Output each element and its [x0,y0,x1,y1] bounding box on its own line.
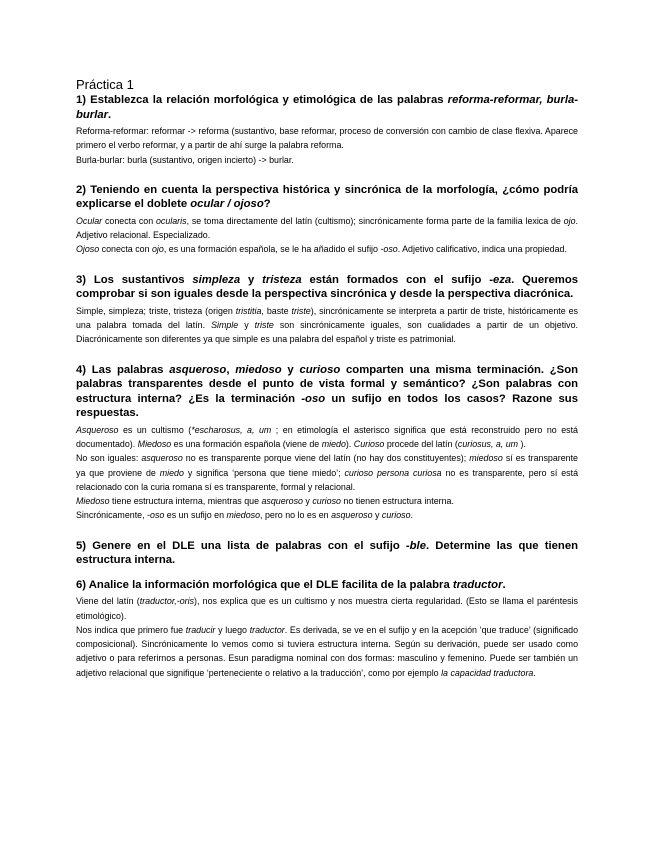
answer-paragraph [76,214,578,243]
italic-text: miedo [321,438,346,449]
text-run: 3) Los sustantivos [76,273,193,286]
italic-text: Simple [211,320,239,331]
text-run: . Adjetivo relacional. Especializado. [76,215,578,241]
italic-text: la capacidad traductora [441,667,534,678]
question-heading [76,539,578,568]
italic-text: curioso [381,510,411,521]
text-run: conecta con [99,244,152,255]
italic-text: *escharosus, a, um [191,424,272,435]
document-content [76,76,578,680]
italic-text: -oso [380,244,398,255]
italic-text: traductor [452,578,503,591]
text-run: , baste [261,305,292,316]
italic-text: -oso [147,510,165,521]
italic-text: traducir [185,624,216,635]
italic-text: traductor [249,624,285,635]
italic-text: ojo [151,244,164,255]
italic-text: -eza [489,273,512,286]
section-spacer [76,523,578,539]
italic-text: asqueroso [331,510,373,521]
text-run: conecta con [102,215,156,226]
text-run: . [108,108,112,121]
italic-text: miedoso [235,363,282,376]
italic-text: asqueroso [169,363,227,376]
text-run: Sincrónicamente, [76,510,148,521]
text-run: ), nos explica que es un cultismo y nos muestra cierta regularidad. (Esto se llama el paréntesis etimológico). [76,596,578,621]
text-run: . [533,667,536,678]
italic-text: Asqueroso [76,424,119,435]
text-run: tiene estructura interna, mientras que [109,496,262,507]
question-section-4 [76,363,578,523]
italic-text: tristeza [262,273,302,286]
text-run: procede del latín ( [384,438,458,449]
italic-text: -oso [301,392,326,405]
italic-text: curioso persona curiosa [344,467,442,478]
italic-text: reforma-reformar, burla-burlar [76,94,578,121]
text-run: ). [518,438,526,449]
italic-text: Miedoso [76,496,110,507]
answer-paragraph [76,124,578,153]
text-run: Reforma-reformar: reformar -> reforma (sustantivo, base reformar, proceso de conversión con cambio de clase flexiva. Aparece primero el verbo reformar, y a partir de ahí surge la palabra reforma. [76,126,578,151]
text-run: , se toma directamente del latín (cultismo); sincrónicamente forma parte de la familia lexica de [186,215,564,226]
question-section-3 [76,273,578,347]
text-run: y [372,510,382,521]
text-run: y [238,320,255,331]
text-run: 2) Teniendo en cuenta la perspectiva histórica y sincrónica de la morfología, ¿cómo podría explicarse el doblete [76,183,578,211]
text-run: . Adjetivo calificativo, indica una propiedad. [397,244,567,255]
text-run: no es transparente porque viene del latín (no hay dos constituyentes); [182,453,470,464]
question-heading [76,363,578,421]
text-run: , pero no lo es en [260,510,332,521]
text-run: ). [345,438,354,449]
question-section-5 [76,539,578,568]
document-title: Práctica 1 [76,77,134,92]
question-heading [76,93,578,122]
italic-text: traductor,-oris [139,596,195,607]
text-run: es un sufijo en [164,510,227,521]
answer-paragraph [76,423,578,452]
text-run: sí es transparente ya que proviene de [76,453,578,478]
text-run: . [410,510,414,521]
question-heading [76,183,578,212]
italic-text: -ble [405,539,426,552]
text-run: comparten una misma terminación. ¿Son palabras transparentes desde el punto de vista formal y semántico? ¿Son palabras con estructura interna? ¿Es la terminación [76,363,578,405]
text-run: No son iguales: [76,453,142,464]
italic-text: tristitia [235,305,262,316]
italic-text: ocular / ojoso [190,198,264,211]
italic-text: miedo [159,467,184,478]
italic-text: asqueroso [261,496,303,507]
answer-paragraph [76,242,578,256]
text-run: . Queremos comprobar si son iguales desde la perspectiva sincrónica y desde la perspectiva diacrónica. [76,273,579,301]
italic-text: Miedoso [137,438,172,449]
section-spacer [76,570,578,578]
text-run: un sufijo en todos los casos? Razone sus respuestas. [76,392,578,420]
text-run: ? [263,198,271,211]
italic-text: asqueroso [141,453,183,464]
italic-text: curiosus, a, um [457,438,519,449]
italic-text: curioso [299,363,341,376]
text-run: 4) Las palabras [76,363,170,376]
text-run: Burla-burlar: burla (sustantivo, origen incierto) -> burlar. [76,154,294,165]
text-run: Simple, simpleza; triste, tristeza (origen [76,305,236,316]
text-run: 5) Genere en el DLE una lista de palabras con el sufijo [76,539,406,552]
text-run: . Determine las que tienen estructura interna. [76,539,579,567]
text-run: . Es derivada, se ve en el sufijo y en la acepción ‘que traduce’ (significado composicional). Sincrónicamente lo vemos como si tuviera estructura interna. Según su derivación, puede ser usado como adjetivo o para referirnos a personas. Esun paradigma nominal con dos formas: masculino y femenino. Puede ser también un adjetivo relacional que signifique ‘perteneciente o relativo a la traducción’, como por ejemplo [76,624,578,678]
italic-text: ojo [563,215,576,226]
answer-paragraph [76,508,578,522]
italic-text: miedoso [469,453,503,464]
section-spacer [76,167,578,183]
text-run: es un cultismo ( [118,424,192,435]
text-run: 6) Analice la información morfológica que el DLE facilita de la palabra [76,578,453,591]
text-run: ), sincrónicamente se interpreta a partir de triste, históricamente es una palabra tomada del latín. [76,305,578,331]
answer-paragraph [76,594,578,623]
answer-paragraph [76,153,578,167]
text-run: es una formación española (viene de [171,438,322,449]
question-section-2 [76,183,578,257]
italic-text: triste [291,305,311,316]
text-run: , [226,363,236,376]
question-heading [76,578,578,593]
text-run: y significa ‘persona que tiene miedo’; [183,467,345,478]
italic-text: Ojoso [76,244,100,255]
question-section-6 [76,578,578,680]
text-run: no es transparente, pero sí está relacionado con la curia romana sí es transparente, formal y relacional. [76,467,579,492]
italic-text: Curioso [353,438,385,449]
italic-text: simpleza [192,273,241,286]
text-run: y [281,363,300,376]
text-run: , es una formación española, se le ha añadido el sufijo [163,244,381,255]
italic-text: Ocular [76,215,103,226]
text-run: ; en etimología el asterisco significa que está reconstruido pero no está documentado). [76,424,578,449]
answer-paragraph [76,494,578,508]
text-run: Viene del latín ( [76,596,140,607]
question-heading [76,273,578,302]
answer-paragraph [76,623,578,680]
answer-paragraph [76,451,578,494]
italic-text: miedoso [226,510,261,521]
text-run: y [240,273,263,286]
text-run: y luego [215,624,250,635]
text-run: 1) Establezca la relación morfológica y etimológica de las palabras [76,94,448,106]
italic-text: curioso [312,496,341,507]
section-spacer [76,257,578,273]
text-run: están formados con el sufijo [301,273,490,286]
section-spacer [76,347,578,363]
text-run: y [302,496,313,507]
italic-text: triste [254,320,274,331]
italic-text: ocularis [155,215,187,226]
question-section-1 [76,93,578,167]
text-run: . [502,578,506,591]
sections-container [76,93,578,680]
text-run: no tienen estructura interna. [340,496,454,507]
text-run: Nos indica que primero fue [76,624,186,635]
answer-paragraph [76,304,578,347]
text-run: son sincrónicamente iguales, son cualidades a partir de un objetivo. Diacrónicamente son diferentes ya que simple es una palabra del español y triste es patrimonial. [76,320,578,345]
